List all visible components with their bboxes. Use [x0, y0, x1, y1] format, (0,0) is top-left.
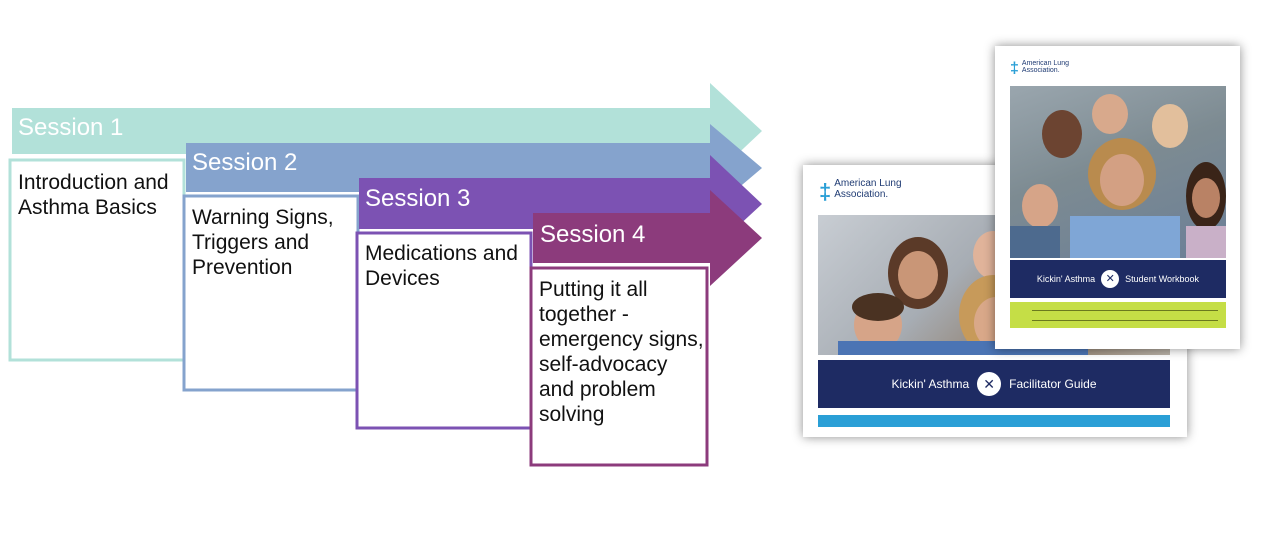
student-workbook-name-strip	[1010, 302, 1226, 328]
session-4-description: Putting it all together - emergency signs, self-advocacy and problem solving	[539, 278, 704, 426]
session-4-title: Session 4	[540, 221, 646, 248]
session-3-title: Session 3	[365, 185, 471, 212]
lung-cross-icon-small: ‡	[1010, 60, 1019, 77]
kickin-asthma-emblem-icon: ✕	[977, 372, 1001, 396]
name-line	[1032, 310, 1218, 311]
students-illustration-small	[1010, 86, 1226, 258]
session-1-title: Session 1	[18, 114, 124, 141]
session-2-description: Warning Signs, Triggers and Prevention	[192, 206, 334, 279]
date-line	[1032, 320, 1218, 321]
students-photo-small	[1010, 86, 1226, 258]
lung-cross-icon: ‡	[819, 179, 832, 204]
facilitator-guide-banner: Kickin' Asthma ✕ Facilitator Guide	[818, 360, 1170, 408]
american-lung-association-logo: ‡ American Lung Association.	[819, 178, 902, 204]
facilitator-guide-strip	[818, 415, 1170, 427]
session-3-description: Medications and Devices	[365, 242, 518, 290]
session-1-description: Introduction and Asthma Basics	[18, 171, 169, 219]
student-workbook-cover	[995, 46, 1240, 349]
kickin-asthma-emblem-icon-small: ✕	[1101, 270, 1119, 288]
american-lung-association-logo-small: ‡ American Lung Association.	[1010, 60, 1069, 77]
session-2-title: Session 2	[192, 149, 298, 176]
student-workbook-banner: Kickin' Asthma ✕ Student Workbook	[1010, 260, 1226, 298]
